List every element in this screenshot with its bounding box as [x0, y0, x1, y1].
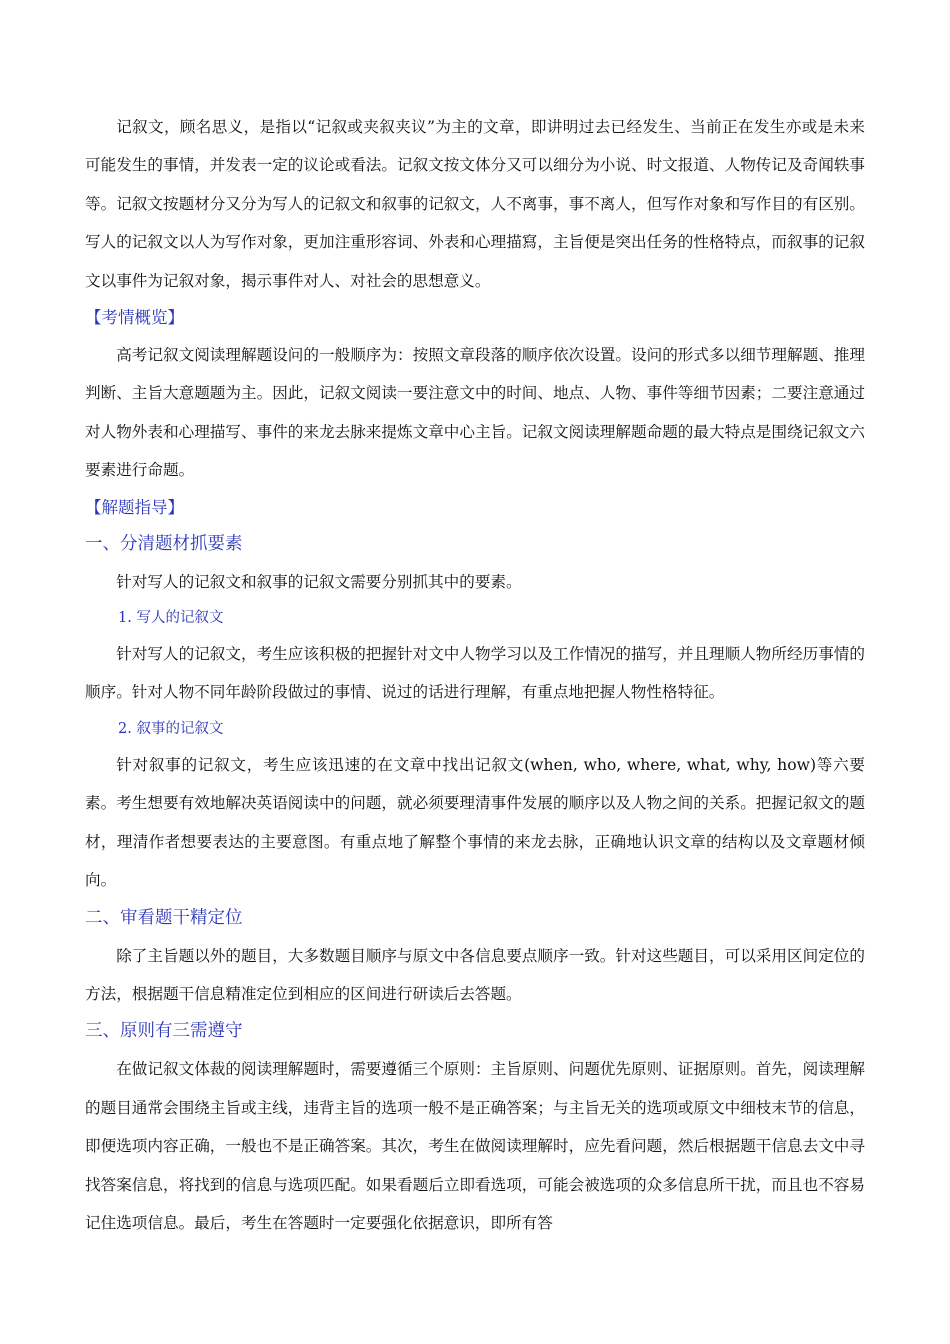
document-page: [85, 108, 865, 1242]
section-heading-3: 三、原则有三需遵守: [85, 1021, 243, 1042]
subsection-2-paragraph: 针对叙事的记叙文，考生应该迅速的在文章中找出记叙文(when, who, where, what, why, how)等六要素。考生想要有效地解决英语阅读中的问题，就必须要理清事件发展的顺序以及人物之间的关系。把握记叙文的题材，理清作者想要表达的主要意图。有重点地了解整个事情的来龙去脉，正确地认识文章的结构以及文章题材倾向。: [85, 755, 865, 890]
section-2-paragraph: 除了主旨题以外的题目，大多数题目顺序与原文中各信息要点顺序一致。针对这些题目，可以采用区间定位的方法，根据题干信息精准定位到相应的区间进行研读后去答题。: [85, 946, 865, 1003]
section-3-paragraph: 在做记叙文体裁的阅读理解题时，需要遵循三个原则：主旨原则、问题优先原则、证据原则。首先，阅读理解的题目通常会围绕主旨或主线，违背主旨的选项一般不是正确答案；与主旨无关的选项或原文中细枝末节的信息，即便选项内容正确，一般也不是正确答案。其次，考生在做阅读理解时，应先看问题，然后根据题干信息去文中寻找答案信息，将找到的信息与选项匹配。如果看题后立即看选项，可能会被选项的众多信息所干扰，而且也不容易记住选项信息。最后，考生在答题时一定要强化依据意识，即所有答: [85, 1060, 865, 1232]
overview-paragraph: 高考记叙文阅读理解题设问的一般顺序为：按照文章段落的顺序依次设置。设问的形式多以细节理解题、推理判断、主旨大意题题为主。因此，记叙文阅读一要注意文中的时间、地点、人物、事件等细节因素；二要注意通过对人物外表和心理描写、事件的来龙去脉来提炼文章中心主旨。记叙文阅读理解题命题的最大特点是围绕记叙文六要素进行命题。: [85, 346, 865, 480]
overview-tag: 【考情概览】: [85, 308, 184, 328]
intro-paragraph: 记叙文，顾名思义，是指以“记叙或夹叙夹议”为主的文章，即讲明过去已经发生、当前正在发生亦或是未来可能发生的事情，并发表一定的议论或看法。记叙文按文体分又可以细分为小说、时文报道、人物传记及奇闻轶事等。记叙文按题材分又分为写人的记叙文和叙事的记叙文，人不离事，事不离人，但写作对象和写作目的有区别。写人的记叙文以人为写作对象，更加注重形容词、外表和心理描寫，主旨便是突出任务的性格特点，而叙事的记叙文以事件为记叙对象，揭示事件对人、对社会的思想意义。: [85, 118, 865, 290]
subsection-heading-2: 2. 叙事的记叙文: [118, 720, 224, 737]
subsection-heading-1: 1. 写人的记叙文: [118, 610, 224, 627]
section-heading-1: 一、分清题材抓要素: [85, 533, 243, 554]
guide-tag: 【解题指导】: [85, 497, 184, 517]
section-1-intro: 针对写人的记叙文和叙事的记叙文需要分别抓其中的要素。: [116, 572, 522, 591]
subsection-1-paragraph: 针对写人的记叙文，考生应该积极的把握针对文中人物学习以及工作情况的描写，并且理顺人物所经历事情的顺序。针对人物不同年龄阶段做过的事情、说过的话进行理解，有重点地把握人物性格特征。: [85, 645, 865, 702]
section-heading-2: 二、审看题干精定位: [85, 907, 243, 928]
